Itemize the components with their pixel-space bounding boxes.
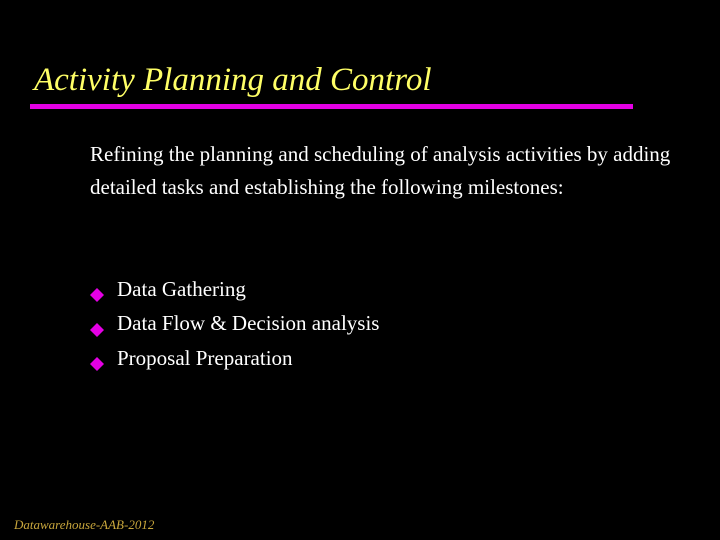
list-item-text: Data Flow & Decision analysis [117,311,380,336]
footer-label: Datawarehouse-AAB-2012 [14,517,155,532]
diamond-bullet-icon [90,283,104,297]
diamond-bullet-icon [90,318,104,332]
milestone-list [90,272,379,376]
diamond-bullet-icon [90,352,104,366]
list-item [90,272,379,307]
body-paragraph: Refining the planning and scheduling of analysis activities by adding detailed tasks and establishing the following milestones: [90,142,671,199]
list-item-text: Data Gathering [117,276,246,301]
slide-title: Activity Planning and Control [34,62,432,98]
list-item-text: Proposal Preparation [117,345,293,370]
list-item [90,341,379,376]
list-item [90,307,379,342]
title-underline [30,104,633,109]
